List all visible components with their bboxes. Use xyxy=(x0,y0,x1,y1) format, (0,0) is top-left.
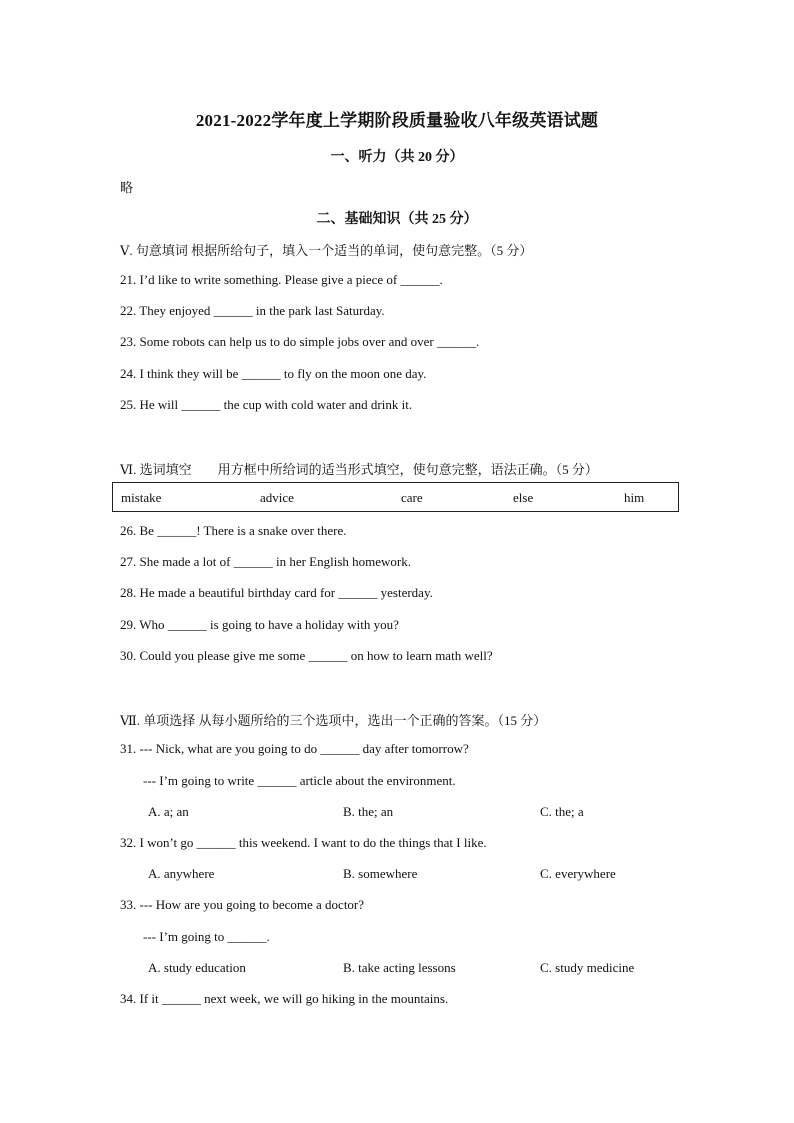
question-30: 30. Could you please give me some ______ on how to learn math well? xyxy=(120,648,493,663)
word-box-item: care xyxy=(401,490,423,505)
question-27: 27. She made a lot of ______ in her English homework. xyxy=(120,554,412,569)
listening-note: 略 xyxy=(120,180,134,195)
option-32-a: A. anywhere xyxy=(148,866,215,881)
question-21: 21. I’d like to write something. Please give a piece of ______. xyxy=(120,272,443,287)
section-basics-heading: 二、基础知识（共 25 分） xyxy=(316,212,478,227)
word-box xyxy=(112,482,679,512)
question-26: 26. Be ______! There is a snake over there. xyxy=(120,523,347,538)
question-23: 23. Some robots can help us to do simple jobs over and over ______. xyxy=(120,334,480,349)
question-31-stem: 31. --- Nick, what are you going to do ______ day after tomorrow? xyxy=(120,741,469,756)
question-29: 29. Who ______ is going to have a holiday with you? xyxy=(120,617,399,632)
word-box-item: else xyxy=(513,490,534,505)
option-32-c: C. everywhere xyxy=(540,866,616,881)
option-33-b: B. take acting lessons xyxy=(343,960,456,975)
word-box-item: advice xyxy=(260,490,294,505)
question-33-stem: 33. --- How are you going to become a doctor? xyxy=(120,897,365,912)
question-32-stem: 32. I won’t go ______ this weekend. I want to do the things that I like. xyxy=(120,835,487,850)
option-31-a: A. a; an xyxy=(148,804,189,819)
option-32-b: B. somewhere xyxy=(343,866,418,881)
option-33-a: A. study education xyxy=(148,960,246,975)
word-box-item: him xyxy=(624,490,645,505)
question-25: 25. He will ______ the cup with cold water and drink it. xyxy=(120,397,413,412)
option-31-b: B. the; an xyxy=(343,804,394,819)
question-31-stem2: --- I’m going to write ______ article about the environment. xyxy=(143,773,456,788)
option-33-c: C. study medicine xyxy=(540,960,635,975)
question-24: 24. I think they will be ______ to fly on the moon one day. xyxy=(120,366,427,381)
page-title: 2021-2022学年度上学期阶段质量验收八年级英语试题 xyxy=(195,111,599,130)
word-box-item: mistake xyxy=(121,490,162,505)
question-28: 28. He made a beautiful birthday card for ______ yesterday. xyxy=(120,585,433,600)
option-31-c: C. the; a xyxy=(540,804,584,819)
part5-instruction: Ⅴ. 句意填词 根据所给句子，填入一个适当的单词，使句意完整。（5 分） xyxy=(120,243,533,258)
question-33-stem2: --- I’m going to ______. xyxy=(143,929,270,944)
section-listening-heading: 一、听力（共 20 分） xyxy=(330,150,464,165)
part7-instruction: Ⅶ. 单项选择 从每小题所给的三个选项中，选出一个正确的答案。（15 分） xyxy=(120,713,547,728)
question-34-stem: 34. If it ______ next week, we will go hiking in the mountains. xyxy=(120,991,449,1006)
question-22: 22. They enjoyed ______ in the park last Saturday. xyxy=(120,303,385,318)
part6-instruction: Ⅵ. 选词填空 用方框中所给词的适当形式填空，使句意完整，语法正确。（5 分） xyxy=(120,462,598,477)
